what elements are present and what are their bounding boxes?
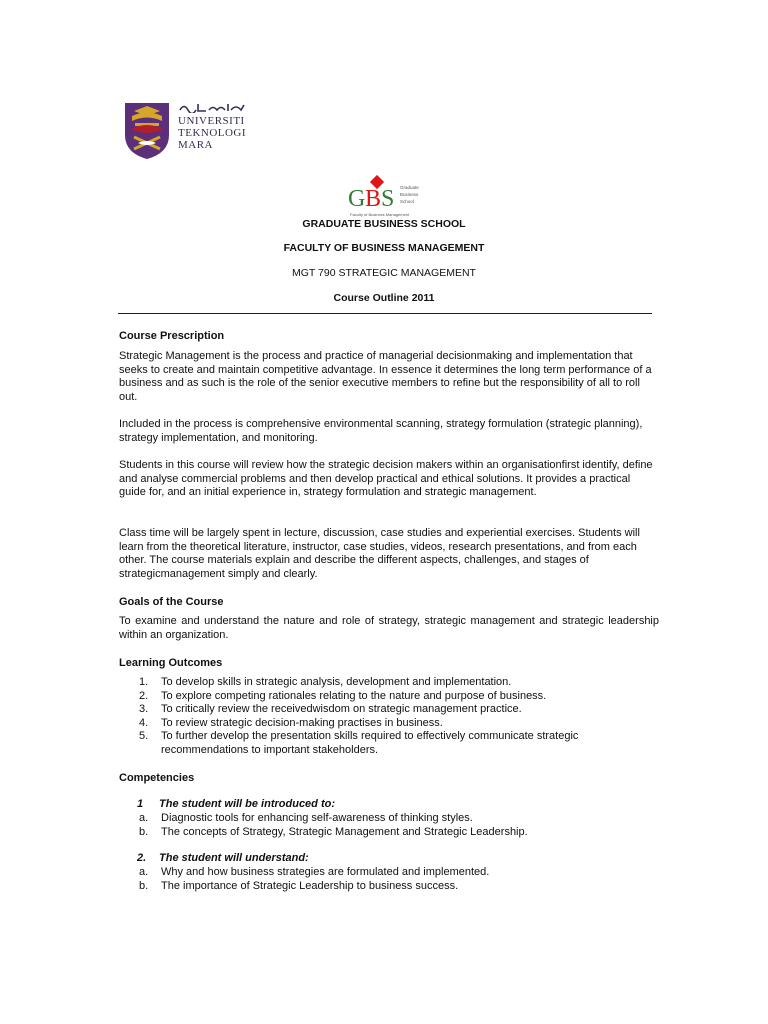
list-text: To explore competing rationales relating to the nature and purpose of business. xyxy=(161,689,547,702)
group-number: 1 xyxy=(137,798,144,810)
list-item xyxy=(119,866,649,880)
item-text: Why and how business strategies are formulated and implemented. xyxy=(161,866,490,878)
jawi-script-wordmark xyxy=(178,101,246,113)
list-number: 5. xyxy=(139,730,149,743)
section-heading-competencies: Competencies xyxy=(119,772,195,784)
competency-group-1-items xyxy=(119,812,649,839)
list-item xyxy=(119,703,649,717)
competency-group-1-heading xyxy=(119,798,335,810)
uitm-crest-icon xyxy=(122,99,172,161)
list-item xyxy=(119,676,649,690)
prescription-paragraph-4: Class time will be largely spent in lecture, discussion, case studies and experiential exercises. Students will learn from the theoretical literature, instructor, case studies, videos, research presentations, and from each other. The course materials explain and describe the different aspects, challenges, and stages of strategicmanagement simply and clearly. xyxy=(119,527,640,580)
list-text: To further develop the presentation skills required to effectively communicate strategic recommendations to important stakeholders. xyxy=(161,730,579,756)
header-divider xyxy=(118,313,652,314)
item-text: Diagnostic tools for enhancing self-awareness of thinking styles. xyxy=(161,812,473,824)
list-number: 3. xyxy=(139,703,149,716)
item-letter: b. xyxy=(139,825,149,838)
outcomes-list xyxy=(119,676,649,758)
svg-text:B: B xyxy=(365,186,382,212)
svg-text:G: G xyxy=(348,186,366,212)
item-text: The concepts of Strategy, Strategic Management and Strategic Leadership. xyxy=(161,825,528,838)
svg-text:School: School xyxy=(400,199,414,204)
svg-text:Faculty of Business Management: Faculty of Business Management xyxy=(350,212,410,217)
prescription-paragraph-1: Strategic Management is the process and practice of managerial decisionmaking and implementation that seeks to create and maintain competitive advantage. In essence it determines the long term performance of a business and as such is the role of the senior executive members to refine but the responsibility of all to roll out. xyxy=(119,350,652,403)
faculty-title: FACULTY OF BUSINESS MANAGEMENT xyxy=(283,242,485,254)
uitm-logo xyxy=(122,99,248,161)
section-heading-outcomes: Learning Outcomes xyxy=(119,657,223,669)
item-letter: a. xyxy=(139,812,149,824)
list-text: To critically review the receivedwisdom on strategic management practice. xyxy=(161,703,522,716)
list-number: 1. xyxy=(139,676,149,688)
item-text: The importance of Strategic Leadership to business success. xyxy=(161,879,459,892)
list-item xyxy=(119,880,649,894)
outline-title: Course Outline 2011 xyxy=(333,292,435,304)
uitm-line-2: TEKNOLOGI xyxy=(178,127,247,139)
group-title: The student will be introduced to: xyxy=(159,798,335,810)
goals-paragraph: To examine and understand the nature and role of strategy, strategic management and strategic leadership within an organization. xyxy=(119,615,659,641)
course-title: MGT 790 STRATEGIC MANAGEMENT xyxy=(292,267,476,279)
svg-text:S: S xyxy=(381,186,395,212)
uitm-line-1: UNIVERSITI xyxy=(178,115,245,127)
list-number: 2. xyxy=(139,689,149,702)
uitm-line-3: MARA xyxy=(178,139,214,151)
section-heading-prescription: Course Prescription xyxy=(119,330,225,342)
gbs-logo-graphic xyxy=(346,175,426,220)
uitm-wordmark xyxy=(178,115,246,151)
list-item xyxy=(119,826,649,840)
list-item xyxy=(119,717,649,731)
group-number: 2. xyxy=(137,852,147,864)
item-letter: b. xyxy=(139,879,149,892)
list-item xyxy=(119,690,649,704)
svg-text:Graduate: Graduate xyxy=(400,185,419,190)
gbs-logo xyxy=(346,175,426,220)
list-number: 4. xyxy=(139,716,149,729)
section-heading-goals: Goals of the Course xyxy=(119,596,224,608)
group-title: The student will understand: xyxy=(159,852,309,864)
prescription-paragraph-3: Students in this course will review how the strategic decision makers within an organisationfirst identify, define and analyse commercial problems and then develop practical and ethical solutions. It provides a practical guide for, and an initial experience in, strategy formulation and strategic management. xyxy=(119,459,653,499)
item-letter: a. xyxy=(139,866,149,878)
competency-group-2-heading xyxy=(119,852,309,864)
school-title: GRADUATE BUSINESS SCHOOL xyxy=(302,218,466,230)
prescription-paragraph-2: Included in the process is comprehensive environmental scanning, strategy formulation (strategic planning), strategy implementation, and monitoring. xyxy=(119,418,643,444)
svg-text:Business: Business xyxy=(400,192,419,197)
list-text: To develop skills in strategic analysis, development and implementation. xyxy=(161,676,512,688)
list-item xyxy=(119,812,649,826)
list-text: To review strategic decision-making practises in business. xyxy=(161,716,443,729)
competency-group-2-items xyxy=(119,866,649,893)
list-item xyxy=(119,730,649,757)
